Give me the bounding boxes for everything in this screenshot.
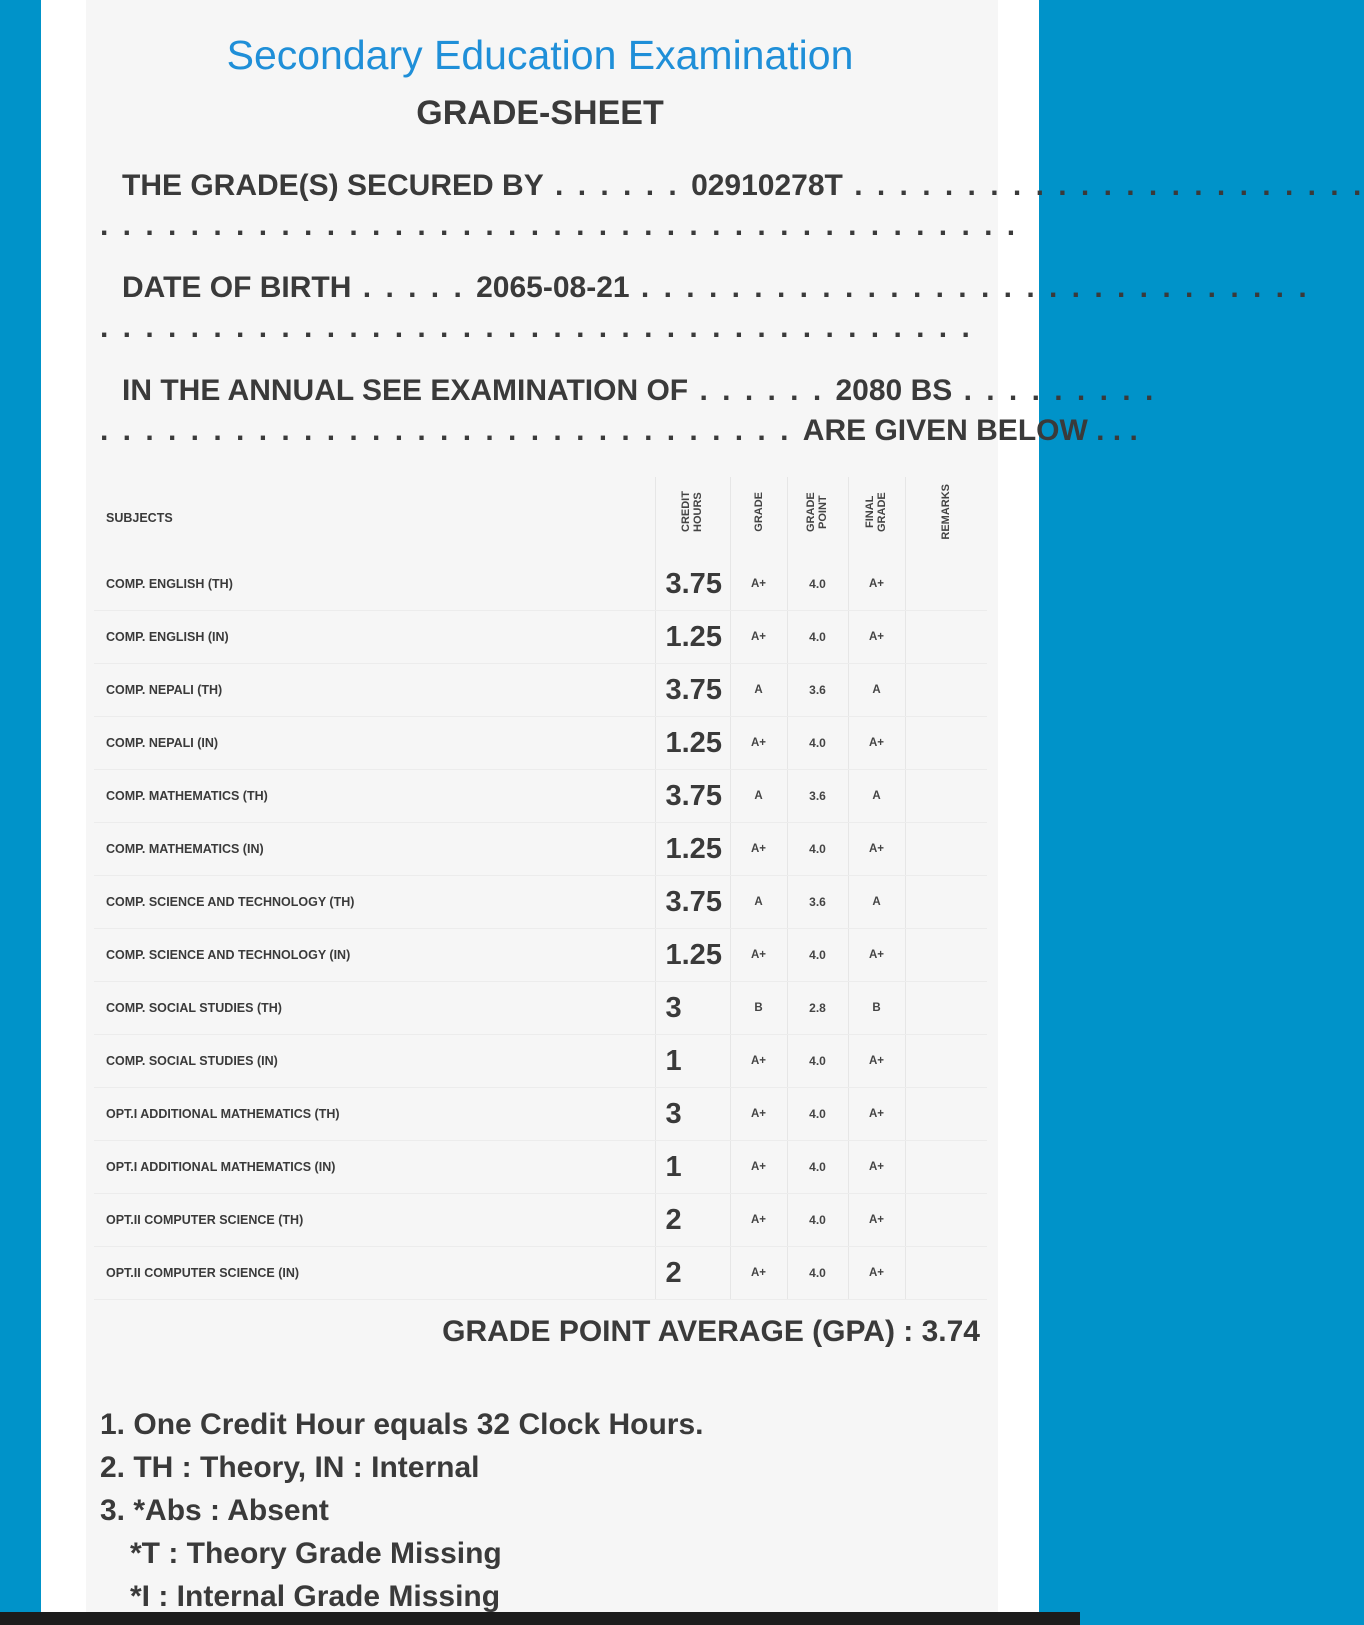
dob-label: DATE OF BIRTH [122,271,352,304]
grade-cell: A [730,664,787,717]
remarks-cell [905,717,987,770]
table-row [94,717,987,770]
remarks-cell [905,982,987,1035]
credit-hours-cell: 1 [655,1141,730,1194]
final-grade-cell: A [848,664,905,717]
grade-cell: A+ [730,1141,787,1194]
final-grade-cell: A [848,770,905,823]
final-grade-cell: A+ [848,823,905,876]
note-item: 1. One Credit Hour equals 32 Clock Hours. [100,1408,704,1441]
credit-hours-cell: 2 [655,1194,730,1247]
sub-note-item: *I : Internal Grade Missing [130,1580,501,1613]
remarks-cell [905,770,987,823]
credit-hours-cell: 3.75 [655,558,730,611]
final-grade-cell: A+ [848,1035,905,1088]
subject-cell: COMP. MATHEMATICS (IN) [94,823,655,876]
grade-point-cell: 4.0 [787,558,848,611]
credit-hours-cell: 1.25 [655,929,730,982]
final-grade-cell: A [848,876,905,929]
header-final-grade: FINAL GRADE [848,477,905,558]
grade-cell: A [730,770,787,823]
final-grade-cell: B [848,982,905,1035]
remarks-cell [905,1035,987,1088]
grades-table [94,477,987,1300]
grade-point-cell: 4.0 [787,823,848,876]
subject-cell: COMP. ENGLISH (IN) [94,611,655,664]
final-grade-cell: A+ [848,929,905,982]
table-row [94,1088,987,1141]
remarks-cell [905,929,987,982]
grade-cell: A+ [730,717,787,770]
table-row [94,1194,987,1247]
grade-cell: A [730,876,787,929]
credit-hours-cell: 3.75 [655,770,730,823]
grade-point-cell: 4.0 [787,611,848,664]
exam-block: IN THE ANNUAL SEE EXAMINATION OF . . . . . . 2080 BS . . . . . . . . . . . . . . . . . . . . . . . . . . . . . . . . . . . . . . . . ARE GIVEN BELOW . . . [100,374,1157,447]
exam-label: IN THE ANNUAL SEE EXAMINATION OF [122,374,689,407]
grade-cell: A+ [730,558,787,611]
sub-note-item: *T : Theory Grade Missing [130,1537,502,1570]
table-row [94,1247,987,1300]
grade-point-cell: 3.6 [787,770,848,823]
grade-point-cell: 3.6 [787,664,848,717]
secured-by-block: THE GRADE(S) SECURED BY . . . . . . 02910278T . . . . . . . . . . . . . . . . . . . . . . . . . . . . . . . . . . . . . . . . . . . . . . . . . . . . . . . . . . . . . . . . [100,169,1364,242]
table-row [94,558,987,611]
exam-year: 2080 BS [835,374,953,407]
final-grade-cell: A+ [848,717,905,770]
grade-point-cell: 2.8 [787,982,848,1035]
grade-point-cell: 3.6 [787,876,848,929]
grade-cell: A+ [730,1247,787,1300]
remarks-cell [905,664,987,717]
table-row [94,876,987,929]
remarks-cell [905,1088,987,1141]
header-subjects: SUBJECTS [106,510,173,525]
page-subtitle: GRADE-SHEET [416,94,664,132]
table-row [94,1141,987,1194]
final-grade-cell: A+ [848,1141,905,1194]
subject-cell: OPT.II COMPUTER SCIENCE (IN) [94,1247,655,1300]
subject-cell: COMP. SOCIAL STUDIES (TH) [94,982,655,1035]
page-title: Secondary Education Examination [226,32,854,78]
grade-cell: A+ [730,611,787,664]
gpa-summary: GRADE POINT AVERAGE (GPA) : 3.74 [442,1315,980,1348]
remarks-cell [905,1247,987,1300]
final-grade-cell: A+ [848,1194,905,1247]
table-row [94,823,987,876]
grade-cell: A+ [730,929,787,982]
final-grade-cell: A+ [848,1247,905,1300]
credit-hours-cell: 1 [655,1035,730,1088]
credit-hours-cell: 3 [655,982,730,1035]
subject-cell: COMP. SCIENCE AND TECHNOLOGY (IN) [94,929,655,982]
grade-cell: A+ [730,1088,787,1141]
grade-cell: B [730,982,787,1035]
credit-hours-cell: 3.75 [655,876,730,929]
table-row [94,770,987,823]
given-below-text: ARE GIVEN BELOW . . . [802,414,1138,447]
grade-cell: A+ [730,1194,787,1247]
credit-hours-cell: 3 [655,1088,730,1141]
grade-point-cell: 4.0 [787,717,848,770]
remarks-cell [905,1141,987,1194]
header-grade: GRADE [730,477,787,558]
subject-cell: COMP. SOCIAL STUDIES (IN) [94,1035,655,1088]
credit-hours-cell: 1.25 [655,717,730,770]
final-grade-cell: A+ [848,558,905,611]
note-item: 3. *Abs : Absent [100,1494,329,1527]
secured-by-label: THE GRADE(S) SECURED BY [122,169,544,202]
grade-point-cell: 4.0 [787,1194,848,1247]
credit-hours-cell: 1.25 [655,611,730,664]
credit-hours-cell: 2 [655,1247,730,1300]
table-row [94,929,987,982]
dob-block: DATE OF BIRTH . . . . . 2065-08-21 . . . . . . . . . . . . . . . . . . . . . . . . . . . . . . . . . . . . . . . . . . . . . . . . . . . . . . . . . . . . . . . . . . . . . [100,271,1310,344]
credit-hours-cell: 3.75 [655,664,730,717]
header-grade-point: GRADE POINT [787,477,848,558]
dob-value: 2065-08-21 [476,271,630,304]
subject-cell: OPT.II COMPUTER SCIENCE (TH) [94,1194,655,1247]
final-grade-cell: A+ [848,611,905,664]
notes-list [100,1403,704,1618]
remarks-cell [905,876,987,929]
header-credit-hours: CREDIT HOURS [655,477,730,558]
subject-cell: COMP. NEPALI (TH) [94,664,655,717]
note-item: 2. TH : Theory, IN : Internal [100,1451,480,1484]
table-row [94,982,987,1035]
grade-point-cell: 4.0 [787,1088,848,1141]
grade-point-cell: 4.0 [787,929,848,982]
final-grade-cell: A+ [848,1088,905,1141]
subject-cell: COMP. SCIENCE AND TECHNOLOGY (TH) [94,876,655,929]
remarks-cell [905,823,987,876]
remarks-cell [905,558,987,611]
symbol-number: 02910278T [691,169,843,202]
grade-point-cell: 4.0 [787,1035,848,1088]
grade-point-cell: 4.0 [787,1141,848,1194]
table-row [94,664,987,717]
grade-cell: A+ [730,1035,787,1088]
remarks-cell [905,1194,987,1247]
table-header-row [94,477,987,558]
table-row [94,611,987,664]
subject-cell: COMP. ENGLISH (TH) [94,558,655,611]
subject-cell: OPT.I ADDITIONAL MATHEMATICS (IN) [94,1141,655,1194]
grade-cell: A+ [730,823,787,876]
subject-cell: OPT.I ADDITIONAL MATHEMATICS (TH) [94,1088,655,1141]
grade-point-cell: 4.0 [787,1247,848,1300]
remarks-cell [905,611,987,664]
table-row [94,1035,987,1088]
subject-cell: COMP. NEPALI (IN) [94,717,655,770]
subject-cell: COMP. MATHEMATICS (TH) [94,770,655,823]
credit-hours-cell: 1.25 [655,823,730,876]
header-remarks: REMARKS [905,477,987,558]
